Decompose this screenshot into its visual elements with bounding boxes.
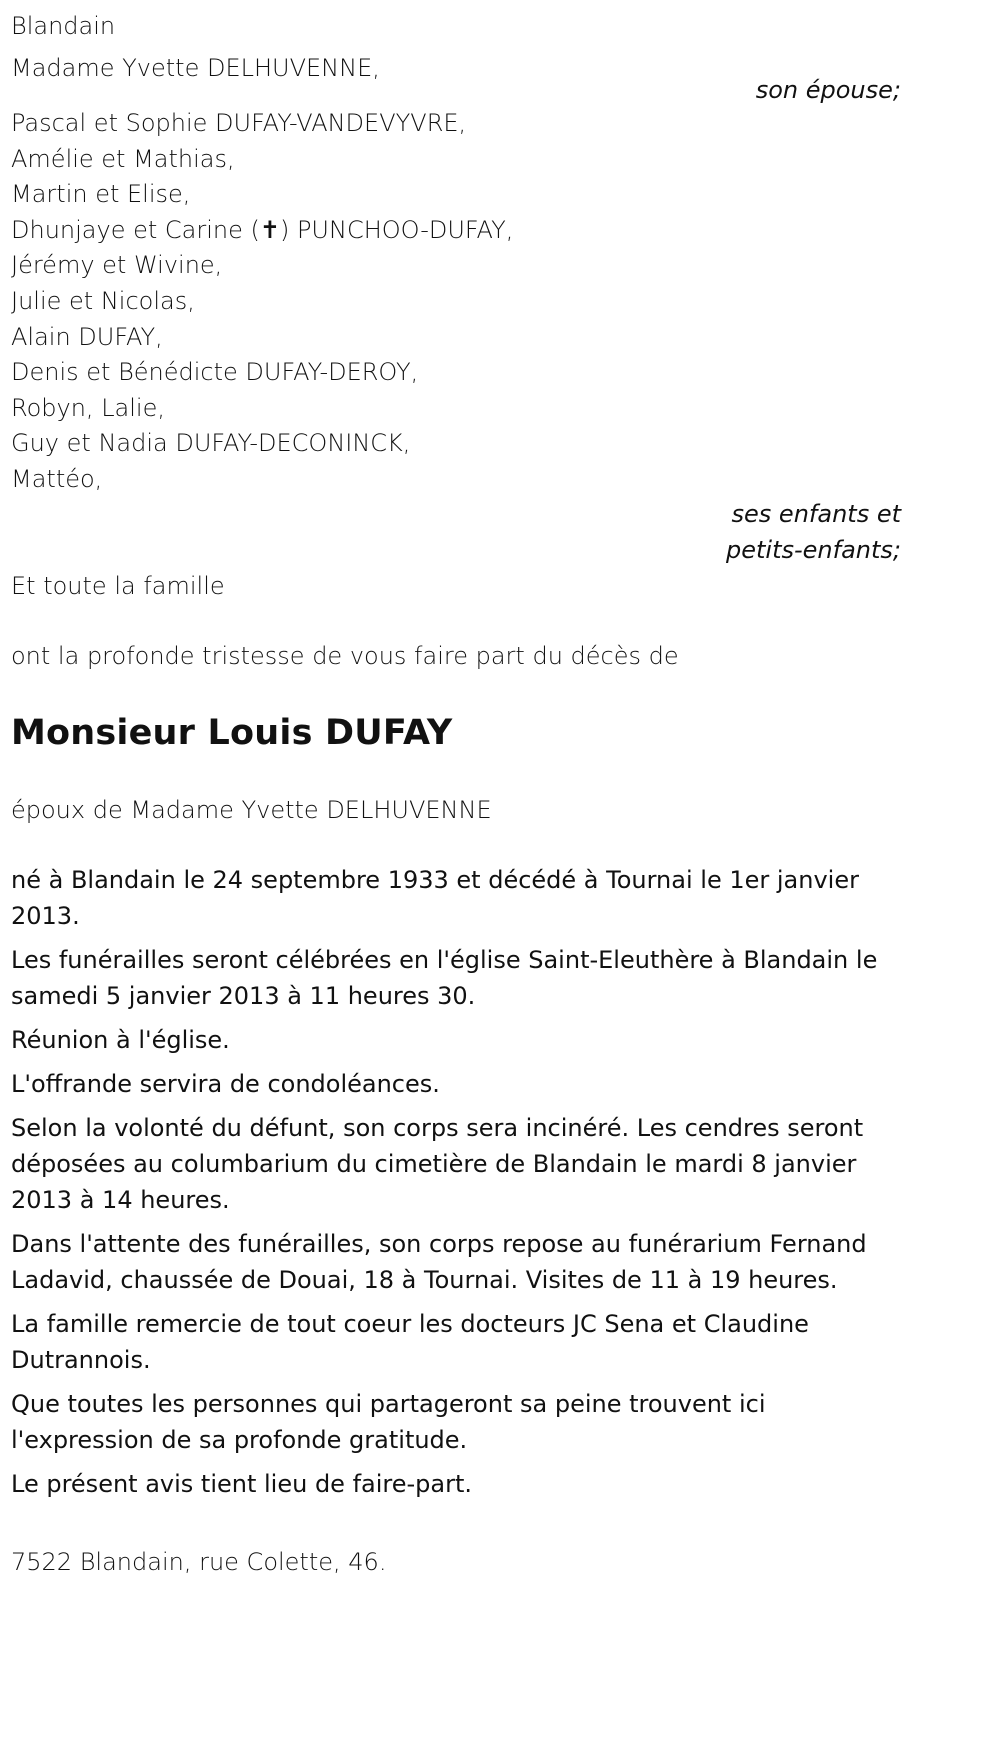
locality: Blandain xyxy=(11,12,116,40)
thanks-paragraph: La famille remercie de tout coeur les docteurs JC Sena et Claudine Dutrannois. xyxy=(11,1309,809,1374)
spouse-name: Madame Yvette DELHUVENNE, xyxy=(11,54,380,82)
offering-paragraph: L'offrande servira de condoléances. xyxy=(11,1069,440,1098)
funerarium-paragraph: Dans l'attente des funérailles, son corps repose au funérarium Fernand Ladavid, chaussée de Douai, 18 à Tournai. Visites de 11 à 19 heures. xyxy=(11,1229,867,1294)
family-member: Denis et Bénédicte DUFAY-DEROY, xyxy=(11,358,419,387)
funeral-paragraph: Les funérailles seront célébrées en l'église Saint-Eleuthère à Blandain le samedi 5 janvier 2013 à 11 heures 30. xyxy=(11,945,878,1010)
notice-paragraph: Le présent avis tient lieu de faire-part. xyxy=(11,1469,473,1498)
announcement: ont la profonde tristesse de vous faire part du décès de xyxy=(11,641,679,670)
family-member: Julie et Nicolas, xyxy=(11,286,195,315)
address: 7522 Blandain, rue Colette, 46. xyxy=(11,1547,387,1576)
family-member: Martin et Elise, xyxy=(11,180,191,209)
details xyxy=(11,862,901,1502)
family-member: Guy et Nadia DUFAY-DECONINCK, xyxy=(11,429,411,458)
family-member: Robyn, Lalie, xyxy=(11,393,165,422)
cremation-paragraph: Selon la volonté du défunt, son corps sera incinéré. Les cendres seront déposées au columbarium du cimetière de Blandain le mardi 8 janvier 2013 à 14 heures. xyxy=(11,1113,864,1214)
husband-of: époux de Madame Yvette DELHUVENNE xyxy=(11,795,492,824)
whole-family: Et toute la famille xyxy=(11,571,225,600)
spouse-role: son épouse; xyxy=(755,76,901,104)
gratitude-paragraph: Que toutes les personnes qui partageront sa peine trouvent ici l'expression de sa profonde gratitude. xyxy=(11,1389,766,1454)
family-member: Pascal et Sophie DUFAY-VANDEVYVRE, xyxy=(11,109,467,137)
family-member: Jérémy et Wivine, xyxy=(11,251,223,280)
family-list xyxy=(11,106,901,498)
family-member: Alain DUFAY, xyxy=(11,322,163,351)
meeting-paragraph: Réunion à l'église. xyxy=(11,1025,230,1054)
family-member: Mattéo, xyxy=(11,464,103,493)
deceased-name: Monsieur Louis DUFAY xyxy=(11,712,453,753)
children-role-line-1: ses enfants et xyxy=(731,499,901,528)
birth-death-paragraph: né à Blandain le 24 septembre 1933 et décédé à Tournai le 1er janvier 2013. xyxy=(11,865,859,930)
family-member: Amélie et Mathias, xyxy=(11,144,235,173)
children-role-line-2: petits-enfants; xyxy=(726,535,901,564)
family-member: Dhunjaye et Carine (✝) PUNCHOO-DUFAY, xyxy=(11,215,514,244)
